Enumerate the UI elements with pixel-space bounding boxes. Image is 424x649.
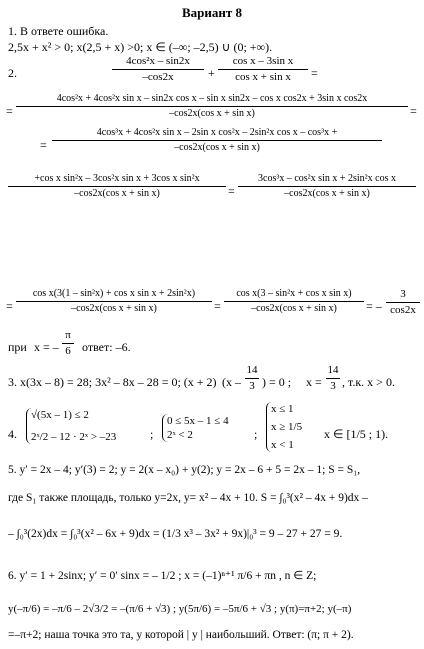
- system-3-row-3: x < 1: [271, 439, 294, 451]
- fraction-denominator: 3: [330, 380, 336, 392]
- fraction-numerator: 3cos³x – cos²x sin x + 2sin²x cos x: [238, 174, 416, 187]
- fraction-numerator: 4cos²x + 4cos²x sin x – sin2x cos x – sin x sin2x – cos x cos2x + 3sin x cos2x: [16, 94, 408, 107]
- system-2-row-1: 0 ≤ 5x – 1 ≤ 4: [167, 415, 229, 427]
- system-2-row-2: 2ˣ < 2: [167, 429, 193, 441]
- expansion-fraction-3: [8, 174, 226, 199]
- fraction-denominator: cos x + sin x: [235, 71, 291, 83]
- answer-2: ответ: –6.: [82, 340, 131, 354]
- problem-2-number: 2.: [8, 66, 17, 80]
- separator: ;: [150, 427, 154, 441]
- problem-3-text: 3. x(3x – 8) = 28; 3x² – 8x – 28 = 0; (x + 2): [8, 375, 217, 389]
- fraction-numerator: 14: [326, 365, 340, 379]
- equals-sign: =: [40, 138, 47, 152]
- fraction-numerator: cos x(3 – sin²x + cos x sin x): [224, 289, 364, 302]
- result-sign: = –: [366, 299, 382, 313]
- fraction-numerator: 4cos²x – sin2x: [112, 56, 204, 70]
- page-title: Вариант 8: [181, 5, 243, 20]
- problem-1-line-2: 2,5x + x² > 0; x(2,5 + x) >0; x ∈ (–∞; –2,5) ∪ (0; +∞).: [8, 40, 273, 54]
- equals-sign: =: [410, 104, 417, 118]
- at-prefix: при: [8, 340, 27, 354]
- problem-5-line-3: – ∫₀³(2x)dx = ∫₀³(x² – 6x + 9)dx = (1/3 x³ – 3x² + 9x)|₀³ = 9 – 27 + 27 = 9.: [8, 528, 343, 540]
- plus-sign: +: [208, 66, 215, 80]
- expansion-fraction-2: [52, 128, 382, 153]
- expansion-fraction-5: [16, 289, 212, 314]
- problem-6-line-2: y(–π/6) = –π/6 – 2√3/2 = –(π/6 + √3) ; y(5π/6) = –5π/6 + √3 ; y(π)=π+2; y(–π): [8, 603, 352, 615]
- at-fraction: [62, 330, 74, 357]
- result-fraction: [386, 289, 420, 316]
- fraction-numerator: 3: [386, 289, 420, 303]
- problem-3-tail: , т.к. x > 0.: [342, 375, 395, 389]
- system-1-row-2: 2ˣ/2 – 12 · 2ˣ > –23: [31, 431, 117, 443]
- system-1-row-1: √(5x – 1) ≤ 2: [31, 409, 89, 421]
- fraction-denominator: –cos2x(cos x + sin x): [174, 142, 260, 153]
- problem-3-x-fraction: [326, 365, 340, 392]
- paren-left: (x –: [222, 375, 241, 389]
- equals-sign: =: [214, 299, 221, 313]
- system-3-row-2: x ≥ 1/5: [271, 421, 303, 433]
- separator: ;: [254, 427, 258, 441]
- fraction-numerator: cos x – 3sin x: [218, 56, 308, 70]
- problem-1-line-1: 1. В ответе ошибка.: [8, 24, 109, 38]
- problem-5-line-1: 5. y′ = 2x – 4; y′(3) = 2; y = 2(x – x₀) + y(2); y = 2x – 6 + 5 = 2x – 1; S = S₁,: [8, 464, 361, 476]
- system-2: [162, 414, 229, 442]
- system-3: [266, 402, 302, 452]
- expansion-fraction-4: [238, 174, 416, 199]
- fraction-denominator: –cos2x(cos x + sin x): [169, 108, 255, 119]
- fraction-denominator: –cos2x(cos x + sin x): [284, 188, 370, 199]
- system-1: [26, 408, 116, 444]
- equals-sign: =: [311, 66, 318, 80]
- fraction-denominator: –cos2x(cos x + sin x): [74, 188, 160, 199]
- equals-sign: =: [6, 104, 13, 118]
- fraction-denominator: –cos2x(cos x + sin x): [251, 303, 337, 314]
- fraction-denominator: –cos2x(cos x + sin x): [71, 303, 157, 314]
- problem-3-fraction: [245, 365, 259, 392]
- at-x: x = –: [34, 340, 59, 354]
- problem-4-number: 4.: [8, 427, 17, 441]
- fraction-numerator: 14: [245, 365, 259, 379]
- problem-2-fraction-2: [218, 56, 308, 83]
- x-eq: x =: [306, 375, 322, 389]
- fraction-denominator: cos2x: [390, 304, 416, 316]
- problem-4-result: x ∈ [1/5 ; 1).: [324, 427, 389, 441]
- system-3-row-1: x ≤ 1: [271, 403, 294, 415]
- problem-6-line-1: 6. y′ = 1 + 2sinx; y′ = 0′ sinx = – 1/2 ; x = (–1)ⁿ⁺¹ π/6 + πn , n ∈ Z;: [8, 570, 317, 582]
- problem-5-line-2: где S₁ также площадь, только y=2x, y= x² – 4x + 10. S = ∫₀³(x² – 4x + 9)dx –: [8, 492, 368, 504]
- expansion-fraction-6: [224, 289, 364, 314]
- equals-sign: =: [6, 299, 13, 313]
- problem-6-line-3: =–π+2; наша точка это та, у которой | y | наибольший. Ответ: (π; π + 2).: [8, 629, 354, 641]
- equals-sign: =: [228, 184, 235, 198]
- fraction-numerator: π: [62, 330, 74, 344]
- fraction-numerator: +cos x sin²x – 3cos²x sin x + 3cos x sin²x: [8, 174, 226, 187]
- fraction-denominator: 6: [65, 345, 71, 357]
- paren-right: ) = 0 ;: [262, 375, 292, 389]
- problem-2-fraction-1: [112, 56, 204, 83]
- fraction-numerator: cos x(3(1 – sin²x) + cos x sin x + 2sin²x): [16, 289, 212, 302]
- fraction-numerator: 4cos³x + 4cos²x sin x – 2sin x cos²x – 2sin²x cos x – cos³x +: [52, 128, 382, 141]
- fraction-denominator: 3: [249, 380, 255, 392]
- expansion-fraction-1: [16, 94, 408, 119]
- fraction-denominator: –cos2x: [142, 71, 174, 83]
